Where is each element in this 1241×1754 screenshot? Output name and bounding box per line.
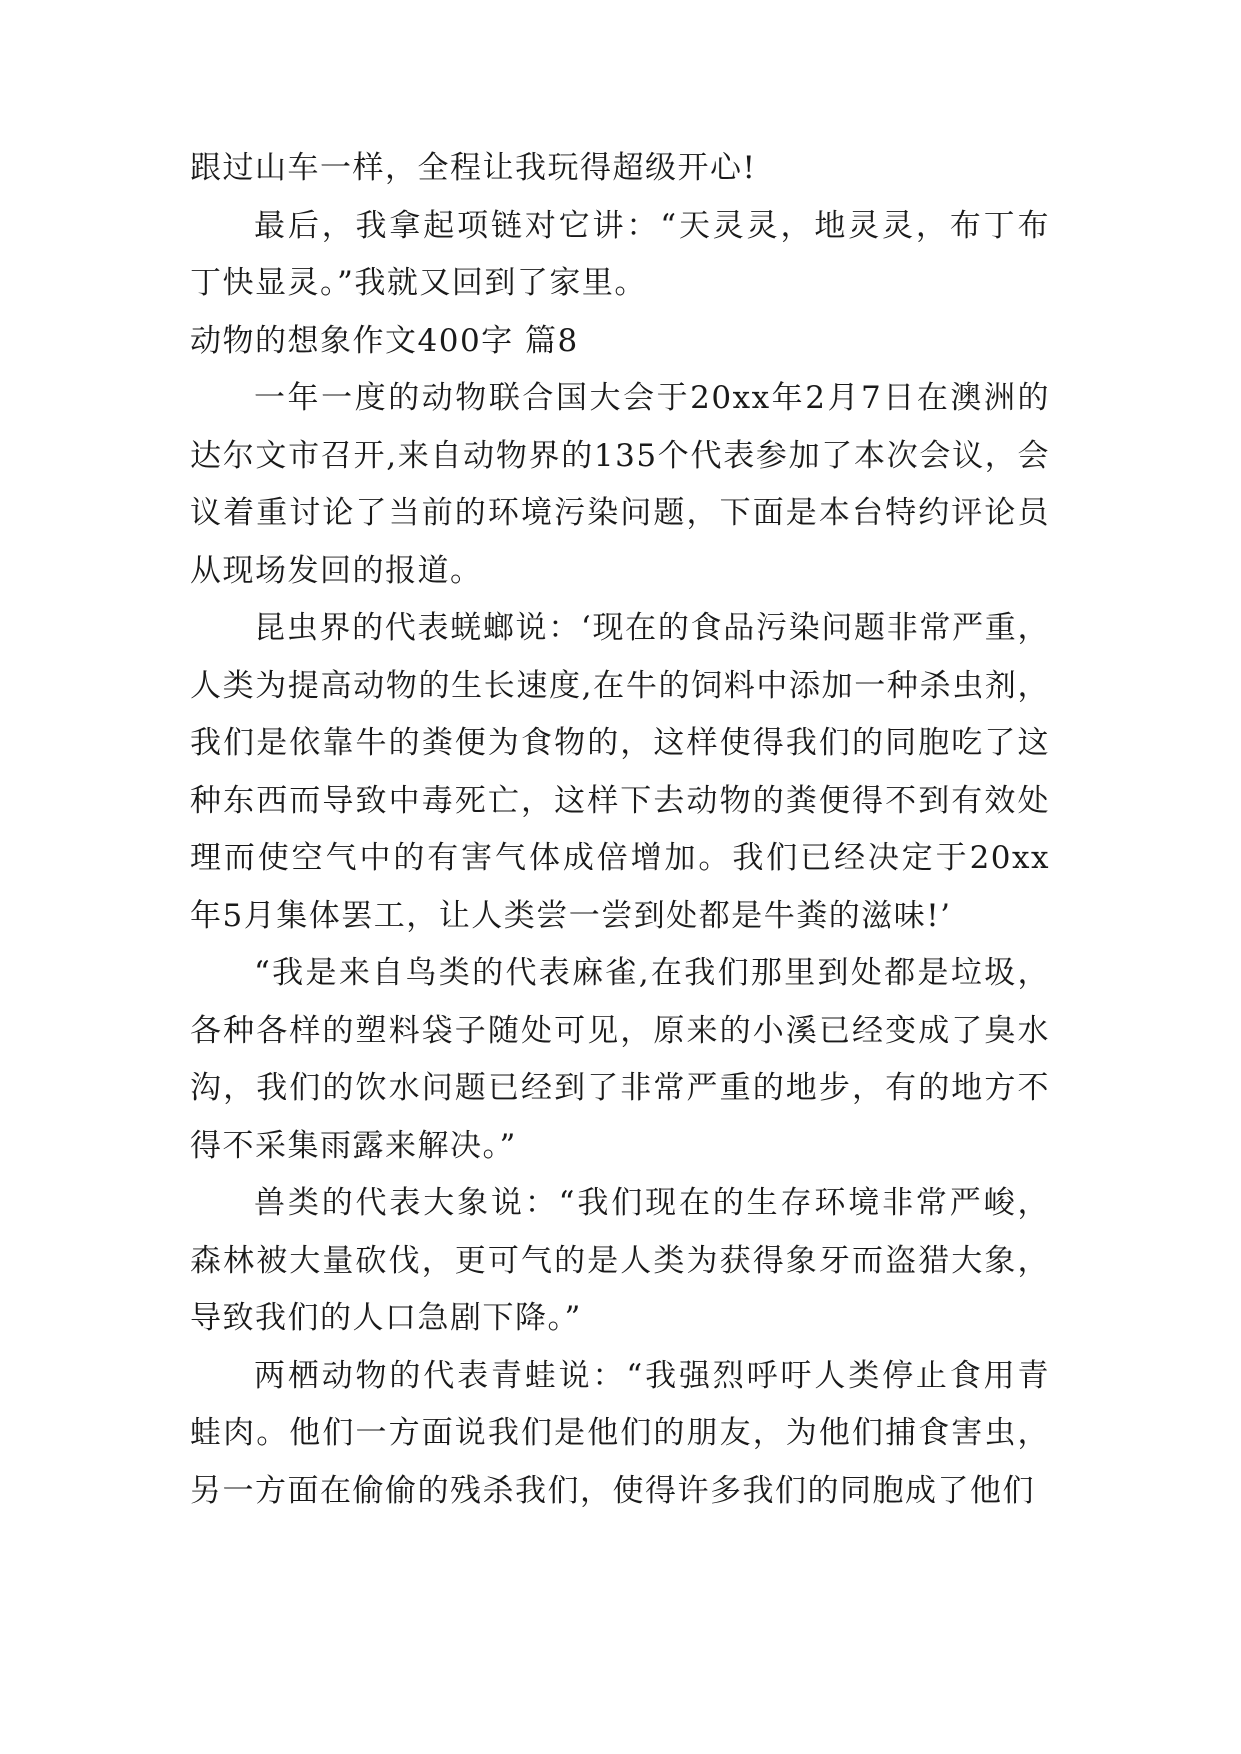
paragraph-insect-speech: 昆虫界的代表蜣螂说：‘现在的食品污染问题非常严重，人类为提高动物的生长速度,在牛的饲料中添加一种杀虫剂，我们是依靠牛的粪便为食物的，这样使得我们的同胞吃了这种东西而导致中毒死亡，这样下去动物的粪便得不到有效处理而使空气中的有害气体成倍增加。我们已经决定于20xx年5月集体罢工，让人类尝一尝到处都是牛粪的滋味!’ bbox=[190, 610, 1050, 934]
document-page bbox=[190, 140, 1050, 1520]
paragraph-assembly-intro: 一年一度的动物联合国大会于20xx年2月7日在澳洲的达尔文市召开,来自动物界的135个代表参加了本次会议，会议着重讨论了当前的环境污染问题，下面是本台特约评论员从现场发回的报道。 bbox=[190, 380, 1050, 589]
paragraph-frog-speech: 两栖动物的代表青蛙说：“我强烈呼吁人类停止食用青蛙肉。他们一方面说我们是他们的朋友，为他们捕食害虫，另一方面在偷偷的残杀我们，使得许多我们的同胞成了他们 bbox=[190, 1357, 1050, 1509]
paragraph-necklace-ending: 最后，我拿起项链对它讲：“天灵灵，地灵灵，布丁布丁快显灵。”我就又回到了家里。 bbox=[190, 207, 1050, 301]
paragraph-bird-speech: “我是来自鸟类的代表麻雀,在我们那里到处都是垃圾，各种各样的塑料袋子随处可见，原来的小溪已经变成了臭水沟，我们的饮水问题已经到了非常严重的地步，有的地方不得不采集雨露来解决。” bbox=[190, 955, 1050, 1164]
paragraph-continuation: 跟过山车一样，全程让我玩得超级开心! bbox=[190, 150, 757, 186]
paragraph-elephant-speech: 兽类的代表大象说：“我们现在的生存环境非常严峻，森林被大量砍伐，更可气的是人类为获得象牙而盗猎大象，导致我们的人口急剧下降。” bbox=[190, 1185, 1050, 1336]
section-heading: 动物的想象作文400字 篇8 bbox=[190, 322, 579, 359]
